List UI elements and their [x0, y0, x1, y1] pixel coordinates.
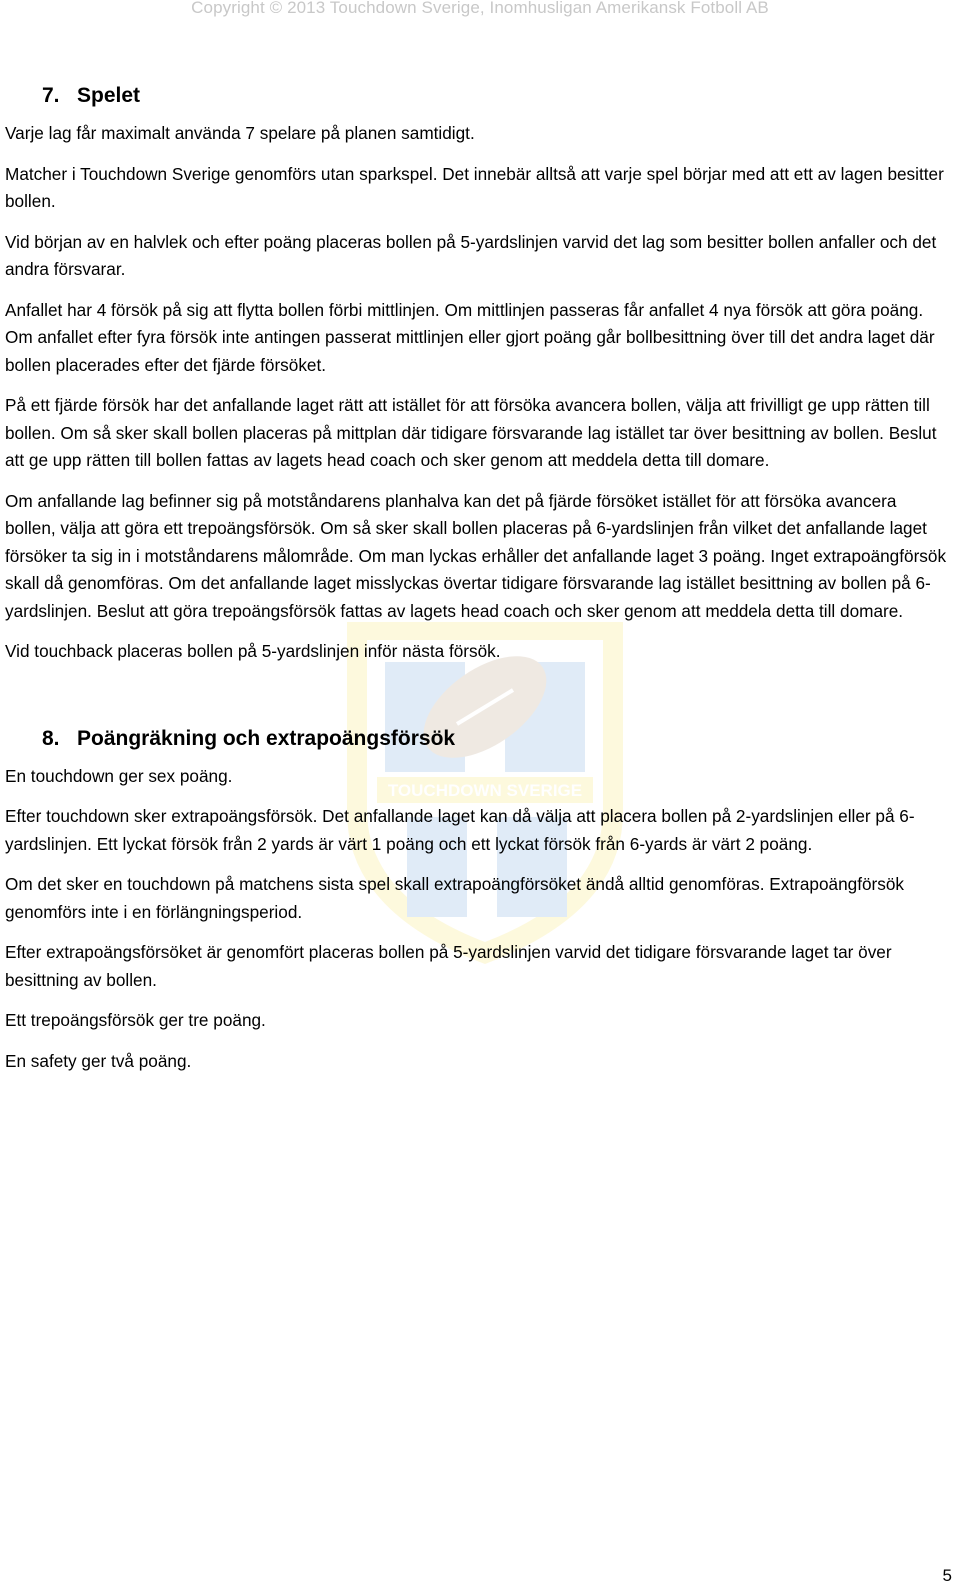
paragraph: Om anfallande lag befinner sig på motståndarens planhalva kan det på fjärde försöket istället för att försöka avancera bollen, välja att göra ett trepoängsförsök. Om så sker skall bollen placeras på 6-yardslinjen från vilket det anfallande laget försöker ta sig in i motståndarens målområde. Om man lyckas erhåller det anfallande laget 3 poäng. Inget extrapoängförsök skall då genomföras. Om det anfallande laget misslyckas övertar tidigare försvarande lag istället besittning av bollen på 6-yardslinjen. Beslut att göra trepoängsförsök fattas av lagets head coach och sker genom att meddela detta till domare. — [5, 490, 947, 621]
paragraph: Matcher i Touchdown Sverige genomförs utan sparkspel. Det innebär alltså att varje spel börjar med att ett av lagen besitter bollen. — [5, 163, 944, 211]
paragraph: Efter touchdown sker extrapoängsförsök. Det anfallande laget kan då välja att placera bollen på 2-yardslinjen eller på 6-yardslinjen. Ett lyckat försök från 2 yards är värt 1 poäng och ett lyckat försök från 6-yards är värt 2 poäng. — [5, 806, 915, 854]
paragraph: Efter extrapoängsförsöket är genomfört placeras bollen på 5-yardslinjen varvid det tidigare försvarande laget tar över besittning av bollen. — [5, 942, 892, 990]
paragraph: Om det sker en touchdown på matchens sista spel skall extrapoängförsöket ändå alltid genomföras. Extrapoängförsök genomförs inte i en förlängningsperiod. — [5, 874, 905, 922]
page-number: 5 — [942, 1566, 952, 1585]
logo-banner-text: TOUCHDOWN SVERIGE — [387, 781, 583, 800]
copyright-header: Copyright © 2013 Touchdown Sverige, Inomhusligan Amerikansk Fotboll AB — [191, 0, 769, 17]
section-heading — [5, 82, 950, 110]
document-body — [5, 82, 950, 1088]
section-title-text: Poängräkning och extrapoängsförsök — [77, 726, 456, 750]
section-poangrakning — [5, 725, 950, 1076]
paragraph: Vid touchback placeras bollen på 5-yardslinjen inför nästa försök. — [5, 641, 501, 661]
paragraph: En safety ger två poäng. — [5, 1050, 192, 1071]
paragraph: En touchdown ger sex poäng. — [5, 765, 233, 786]
section-spacer — [5, 679, 950, 725]
section-number: 7. — [42, 84, 60, 107]
paragraph: Varje lag får maximalt använda 7 spelare på planen samtidigt. — [5, 123, 475, 143]
paragraph: Ett trepoängsförsök ger tre poäng. — [5, 1010, 266, 1030]
paragraph: På ett fjärde försök har det anfallande laget rätt att istället för att försöka avancera bollen, välja att frivilligt ge upp rätten till bollen. Om så sker skall bollen placeras på mittplan där tidigare försvarande lag istället tar över besittning av bollen. Beslut att ge upp rätten till bollen fattas av lagets head coach och sker genom att meddela detta till domare. — [5, 395, 937, 470]
section-spelet — [5, 82, 950, 666]
section-title-text: Spelet — [77, 84, 141, 107]
paragraph: Vid början av en halvlek och efter poäng placeras bollen på 5-yardslinjen varvid det lag som besitter bollen anfaller och det andra försvarar. — [5, 231, 937, 279]
section-heading — [5, 725, 950, 753]
paragraph: Anfallet har 4 försök på sig att flytta bollen förbi mittlinjen. Om mittlinjen passeras får anfallet 4 nya försök att göra poäng. Om anfallet efter fyra försök inte antingen passerat mittlinjen eller gjort poäng går bollbesittning över till det andra laget där bollen placerades efter det fjärde försöket. — [5, 299, 935, 375]
section-number: 8. — [42, 726, 60, 750]
